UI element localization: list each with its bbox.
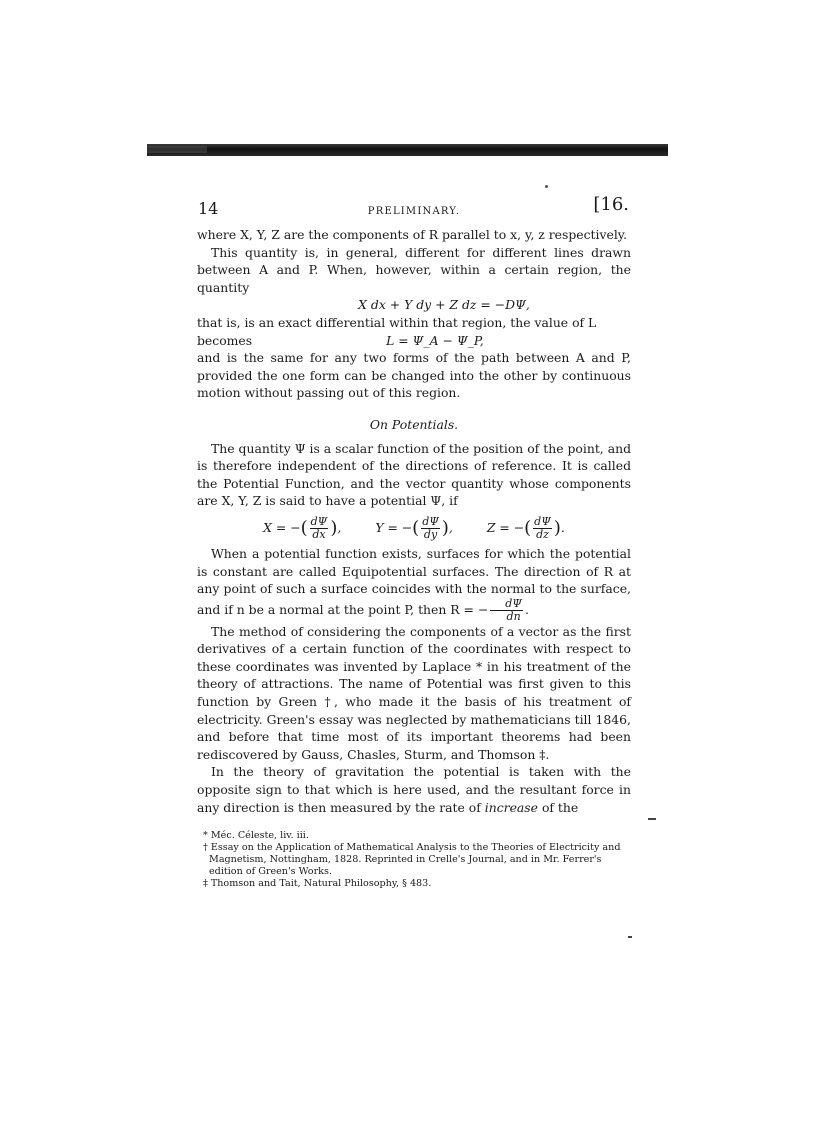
equation-x: X = −( $\frac{d\Psi}{dx}$ ), bbox=[263, 514, 342, 541]
fraction bbox=[490, 598, 523, 623]
paragraph bbox=[197, 763, 631, 816]
scan-edge-bar bbox=[147, 144, 668, 156]
equation-y: Y = −( $\frac{d\Psi}{dy}$ ), bbox=[375, 514, 453, 541]
paragraph-line bbox=[197, 332, 631, 350]
emphasis: increase bbox=[484, 799, 538, 815]
paragraph-text: When a potential function exists, surfaces for which the potential is constant are called Equipotential surfaces. The direction of R at any point of such a surface coincides with the normal to the surface, and if n be a normal at the point P, then R = − bbox=[197, 545, 631, 617]
paragraph: that is, is an exact differential within that region, the value of L bbox=[197, 314, 597, 330]
footnote: † Essay on the Application of Mathematical Analysis to the Theories of Electricity and Magnetism, Nottingham, 1828. Reprinted in Crelle's Journal, and in Mr. Ferrer's edition of Green's Works. bbox=[203, 842, 621, 878]
numerator: dΨ bbox=[310, 514, 328, 528]
paragraph: The method of considering the components of a vector as the first derivatives of a certain function of the coordinates with respect to these coordinates was invented by Laplace * in his treatment of the theory of attractions. The name of Potential was first given to this function by Green †, who made it the basis of his treatment of electricity. Green's essay was neglected by mathematicians till 1846, and before that time most of its important theorems had been rediscovered by Gauss, Chasles, Sturm, and Thomson ‡. bbox=[197, 623, 631, 762]
numerator: dΨ bbox=[422, 514, 439, 528]
footnote: * Méc. Céleste, liv. iii. bbox=[203, 830, 309, 842]
equation: X dx + Y dy + Z dz = −DΨ, bbox=[358, 297, 530, 313]
footnotes bbox=[197, 830, 631, 890]
equation: L = Ψ_A − Ψ_P, bbox=[386, 332, 484, 348]
section-mark: [16. bbox=[593, 194, 629, 215]
section-subheading: On Potentials. bbox=[369, 416, 459, 432]
page-header bbox=[197, 196, 631, 222]
paragraph: This quantity is, in general, different for different lines drawn between A and P. When, however, within a certain region, the quantity bbox=[197, 244, 631, 295]
paragraph-text: becomes bbox=[197, 332, 253, 348]
equation-row bbox=[197, 516, 631, 541]
denominator: dy bbox=[423, 527, 438, 541]
paragraph: When a potential function exists, surfaces for which the potential is constant are called Equipotential surfaces. The direction of R at any point of such a surface coincides with the normal to the surface, and if n be a normal at the point P, then R = − $\frac{d\Psi}{dn}$ . bbox=[197, 545, 631, 623]
paragraph: and is the same for any two forms of the path between A and P, provided the one form can be changed into the other by continuous motion without passing out of this region. bbox=[197, 350, 631, 401]
denominator: dx bbox=[312, 527, 326, 541]
paragraph-text: In the theory of gravitation the potential is taken with the opposite sign to that which is here used, and the resultant force in any direction is then measured by the rate of bbox=[197, 764, 631, 815]
denominator: dz bbox=[536, 527, 549, 541]
page-number: 14 bbox=[198, 199, 219, 218]
margin-mark bbox=[648, 818, 656, 820]
fraction bbox=[310, 516, 329, 541]
footnote: ‡ Thomson and Tait, Natural Philosophy, § 483. bbox=[203, 878, 432, 890]
paragraph: The quantity Ψ is a scalar function of the position of the point, and is therefore independent of the directions of reference. It is called the Potential Function, and the vector quantity whose components are X, Y, Z is said to have a potential Ψ, if bbox=[197, 440, 631, 509]
scan-speck bbox=[545, 185, 548, 188]
book-page bbox=[197, 196, 631, 890]
equation-lhs: Y = − bbox=[375, 519, 413, 535]
equation-lhs: X = − bbox=[263, 519, 301, 535]
denominator: dn bbox=[506, 609, 521, 623]
equation-lhs: Z = − bbox=[486, 519, 525, 535]
paragraph-text: of the bbox=[538, 799, 579, 815]
numerator: dΨ bbox=[490, 598, 523, 611]
fraction bbox=[533, 516, 552, 541]
running-head: PRELIMINARY. bbox=[367, 206, 461, 217]
fraction bbox=[421, 516, 440, 541]
numerator: dΨ bbox=[534, 514, 551, 528]
margin-mark bbox=[628, 936, 632, 938]
equation-z: Z = −( $\frac{d\Psi}{dz}$ ). bbox=[486, 514, 565, 541]
paragraph: where X, Y, Z are the components of R parallel to x, y, z respectively. bbox=[197, 227, 628, 242]
